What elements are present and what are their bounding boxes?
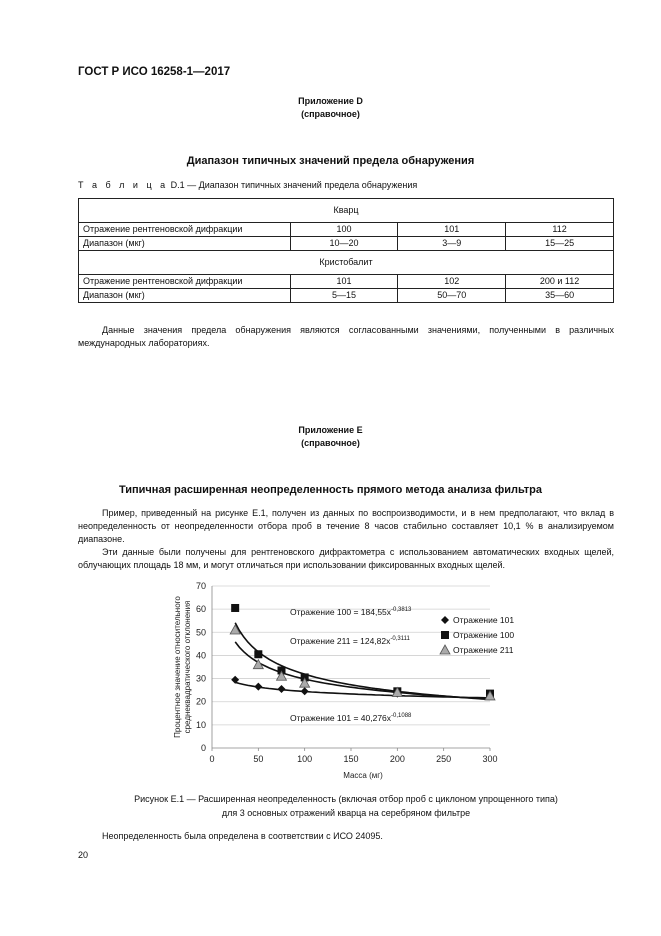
detection-limit-table <box>78 198 614 303</box>
figure-caption-line-2: для 3 основных отражений кварца на серебряном фильтре <box>221 808 471 818</box>
table-caption-text: D.1 — Диапазон типичных значений предела обнаружения <box>168 180 418 190</box>
y-tick-label: 60 <box>195 604 206 615</box>
fit-curve <box>235 642 490 699</box>
table-cell: 5—15 <box>290 289 398 303</box>
legend-label: Отражение 211 <box>453 645 514 655</box>
uncertainty-chart <box>160 578 540 783</box>
x-tick-label: 0 <box>209 754 215 764</box>
annex-d-title: Приложение D <box>298 96 363 106</box>
page-number: 20 <box>78 850 89 860</box>
x-tick-label: 300 <box>482 754 498 764</box>
y-tick-label: 30 <box>195 673 206 684</box>
y-tick-label: 10 <box>195 719 206 730</box>
x-tick-label: 100 <box>297 754 313 764</box>
fit-curve <box>235 682 490 698</box>
data-point <box>254 683 262 691</box>
annex-e-title-block <box>0 424 661 450</box>
legend-label: Отражение 101 <box>453 615 515 625</box>
table-row <box>79 237 614 251</box>
x-axis-label: Масса (мг) <box>343 771 383 780</box>
data-point <box>231 604 239 612</box>
fit-equation: Отражение $211 = 124,82x^{-0,3111}$ <box>290 636 410 646</box>
y-tick-label: 40 <box>195 650 206 661</box>
x-tick-label: 50 <box>253 754 264 764</box>
fit-equation: Отражение $101 = 40,276x^{-0,1088}$ <box>290 713 412 723</box>
table-cell: 101 <box>398 223 506 237</box>
y-tick-label: 0 <box>200 743 206 753</box>
document-header: ГОСТ Р ИСО 16258-1—2017 <box>78 66 231 78</box>
figure-caption-line-1: Рисунок E.1 — Расширенная неопределенность (включая отбор проб с циклоном упрощенного типа) <box>134 794 558 804</box>
fit-equation: Отражение $100 = 184,55x^{-0,3813}$ <box>290 607 412 617</box>
final-text: Неопределенность была определена в соответствии с ИСО 24095. <box>102 831 383 841</box>
x-tick-label: 200 <box>389 754 405 764</box>
annex-e-subtitle: (справочное) <box>301 438 360 448</box>
chart-legend <box>440 615 514 655</box>
legend-marker <box>441 631 449 639</box>
row-label: Диапазон (мкг) <box>79 289 291 303</box>
table-row <box>79 289 614 303</box>
y-tick-label: 70 <box>195 581 206 591</box>
row-label: Отражение рентгеновской дифракции <box>79 223 291 237</box>
y-axis-label-line-2: среднеквадратического отклонения <box>183 600 192 734</box>
table-caption-prefix: Т а б л и ц а <box>78 180 169 190</box>
legend-marker <box>440 645 450 654</box>
y-axis-label-line-1: Процентное значение относительного <box>173 596 182 738</box>
table-cell: 50—70 <box>398 289 506 303</box>
annex-e-heading: Типичная расширенная неопределенность прямого метода анализа фильтра <box>118 484 543 496</box>
data-point <box>301 687 309 695</box>
table-cell: 101 <box>290 275 398 289</box>
table-group-row <box>79 251 614 275</box>
table-cell: 10—20 <box>290 237 398 251</box>
table-group-row <box>79 199 614 223</box>
annex-e-paragraph-2: Эти данные были получены для рентгеновского дифрактометра с использованием автоматических входных щелей, облучающих площадь 18 мм, и могут отличаться при использовании фиксированных входных щелей. <box>78 547 614 570</box>
table-cell: 35—60 <box>506 289 614 303</box>
data-point <box>278 685 286 693</box>
group-cristobalite: Кристобалит <box>79 251 614 275</box>
annex-d-title-block <box>0 95 661 121</box>
table-cell: 100 <box>290 223 398 237</box>
annex-d-subtitle: (справочное) <box>301 109 360 119</box>
chart-fit-curves <box>235 623 490 700</box>
table-row <box>79 275 614 289</box>
table-row <box>79 223 614 237</box>
table-cell: 15—25 <box>506 237 614 251</box>
annex-e-title: Приложение E <box>298 425 363 435</box>
table-cell: 112 <box>506 223 614 237</box>
legend-marker <box>441 616 449 624</box>
x-tick-label: 250 <box>436 754 452 764</box>
data-point <box>254 650 262 658</box>
y-tick-label: 50 <box>195 627 206 638</box>
table-caption <box>78 180 417 190</box>
legend-label: Отражение 100 <box>453 630 515 640</box>
annex-e-paragraph-1: Пример, приведенный на рисунке E.1, получен из данных по воспроизводимости, и в нем предполагают, что вклад в неопределенность от неопределенности отбора проб в течение 8 часов стабильно составляет 10,1 % в анализируемом диапазоне. <box>78 508 614 544</box>
row-label: Диапазон (мкг) <box>79 237 291 251</box>
table-cell: 3—9 <box>398 237 506 251</box>
table-cell: 200 и 112 <box>506 275 614 289</box>
row-label: Отражение рентгеновской дифракции <box>79 275 291 289</box>
annex-d-heading: Диапазон типичных значений предела обнаружения <box>186 155 475 167</box>
table-cell: 102 <box>398 275 506 289</box>
chart-equations <box>290 607 412 723</box>
figure-caption <box>78 792 614 820</box>
x-tick-label: 150 <box>343 754 359 764</box>
annex-d-note: Данные значения предела обнаружения являются согласованными значениями, полученными в различных международных лабораториях. <box>78 325 614 348</box>
group-quartz: Кварц <box>79 199 614 223</box>
y-tick-label: 20 <box>195 696 206 707</box>
